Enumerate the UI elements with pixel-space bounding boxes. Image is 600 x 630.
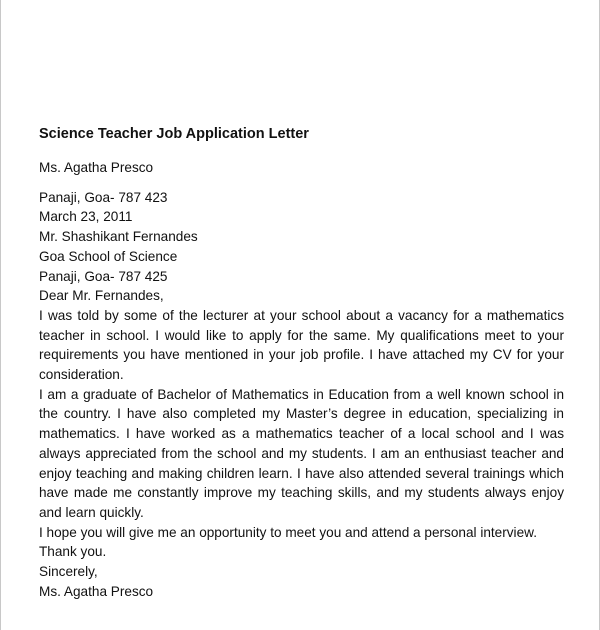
- recipient-name: Mr. Shashikant Fernandes: [39, 229, 198, 245]
- recipient-organization: Goa School of Science: [39, 248, 178, 264]
- thanks-line: Thank you.: [39, 544, 107, 560]
- spacer: [39, 178, 564, 188]
- letter-body: [39, 124, 564, 601]
- letter-date: March 23, 2011: [39, 209, 133, 225]
- sender-address: Panaji, Goa- 787 423: [39, 189, 168, 205]
- signature-name: Ms. Agatha Presco: [39, 583, 154, 599]
- paragraph-qualifications: I am a graduate of Bachelor of Mathematics in Education from a well known school in the country. I have also completed my Master’s degree in education, specializing in mathematics. I have worked as a mathematics teacher of a local school and I was always appreciated from the school and my students. I am an enthusiast teacher and enjoy teaching and making children learn. I have also attended several trainings which have made me constantly improve my teaching skills, and my students always enjoy and learn quickly.: [39, 386, 564, 520]
- sender-name: Ms. Agatha Presco: [39, 160, 154, 175]
- letter-title: Science Teacher Job Application Letter: [39, 126, 309, 142]
- paragraph-intro: I was told by some of the lecturer at your school about a vacancy for a mathematics teacher in school. I would like to apply for the same. My qualifications meet to your requirements you have mentioned in your job profile. I have attached my CV for your consideration.: [39, 307, 564, 383]
- salutation: Dear Mr. Fernandes,: [39, 288, 164, 304]
- closing-line: Sincerely,: [39, 564, 98, 580]
- paragraph-request: I hope you will give me an opportunity to meet you and attend a personal interview.: [39, 524, 537, 540]
- recipient-address: Panaji, Goa- 787 425: [39, 268, 168, 284]
